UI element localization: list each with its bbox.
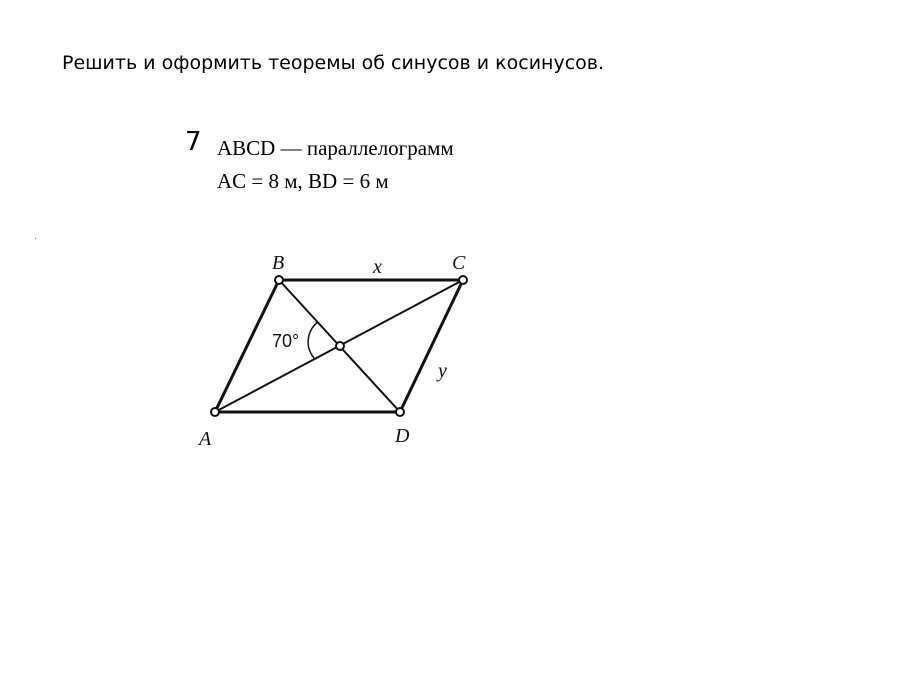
vertex-label-b: B [272, 252, 285, 274]
vertex-c-marker [459, 276, 467, 284]
problem-statement-line-1: ABCD — параллелограмм [217, 136, 454, 160]
angle-label: 70° [272, 331, 300, 351]
vertex-label-c: C [452, 252, 466, 274]
vertex-label-a: A [199, 428, 212, 447]
parallelogram-figure [183, 125, 481, 447]
diagonal-intersection-marker [336, 342, 344, 350]
problem-statement-line-2: AC = 8 м, BD = 6 м [217, 169, 389, 193]
stray-dot [35, 238, 36, 239]
vertex-d-marker [396, 408, 404, 416]
side-label-x: x [373, 256, 382, 278]
task-instruction: Решить и оформить теоремы об синусов и косинусов. [62, 52, 605, 74]
problem-card [183, 125, 481, 447]
side-label-y: y [438, 360, 447, 382]
vertex-a-marker [211, 408, 219, 416]
side-cd [400, 280, 463, 412]
side-ab [215, 280, 279, 412]
vertex-b-marker [275, 276, 283, 284]
vertex-label-d: D [395, 425, 410, 447]
problem-number: 7 [185, 127, 202, 157]
angle-arc [308, 322, 318, 358]
